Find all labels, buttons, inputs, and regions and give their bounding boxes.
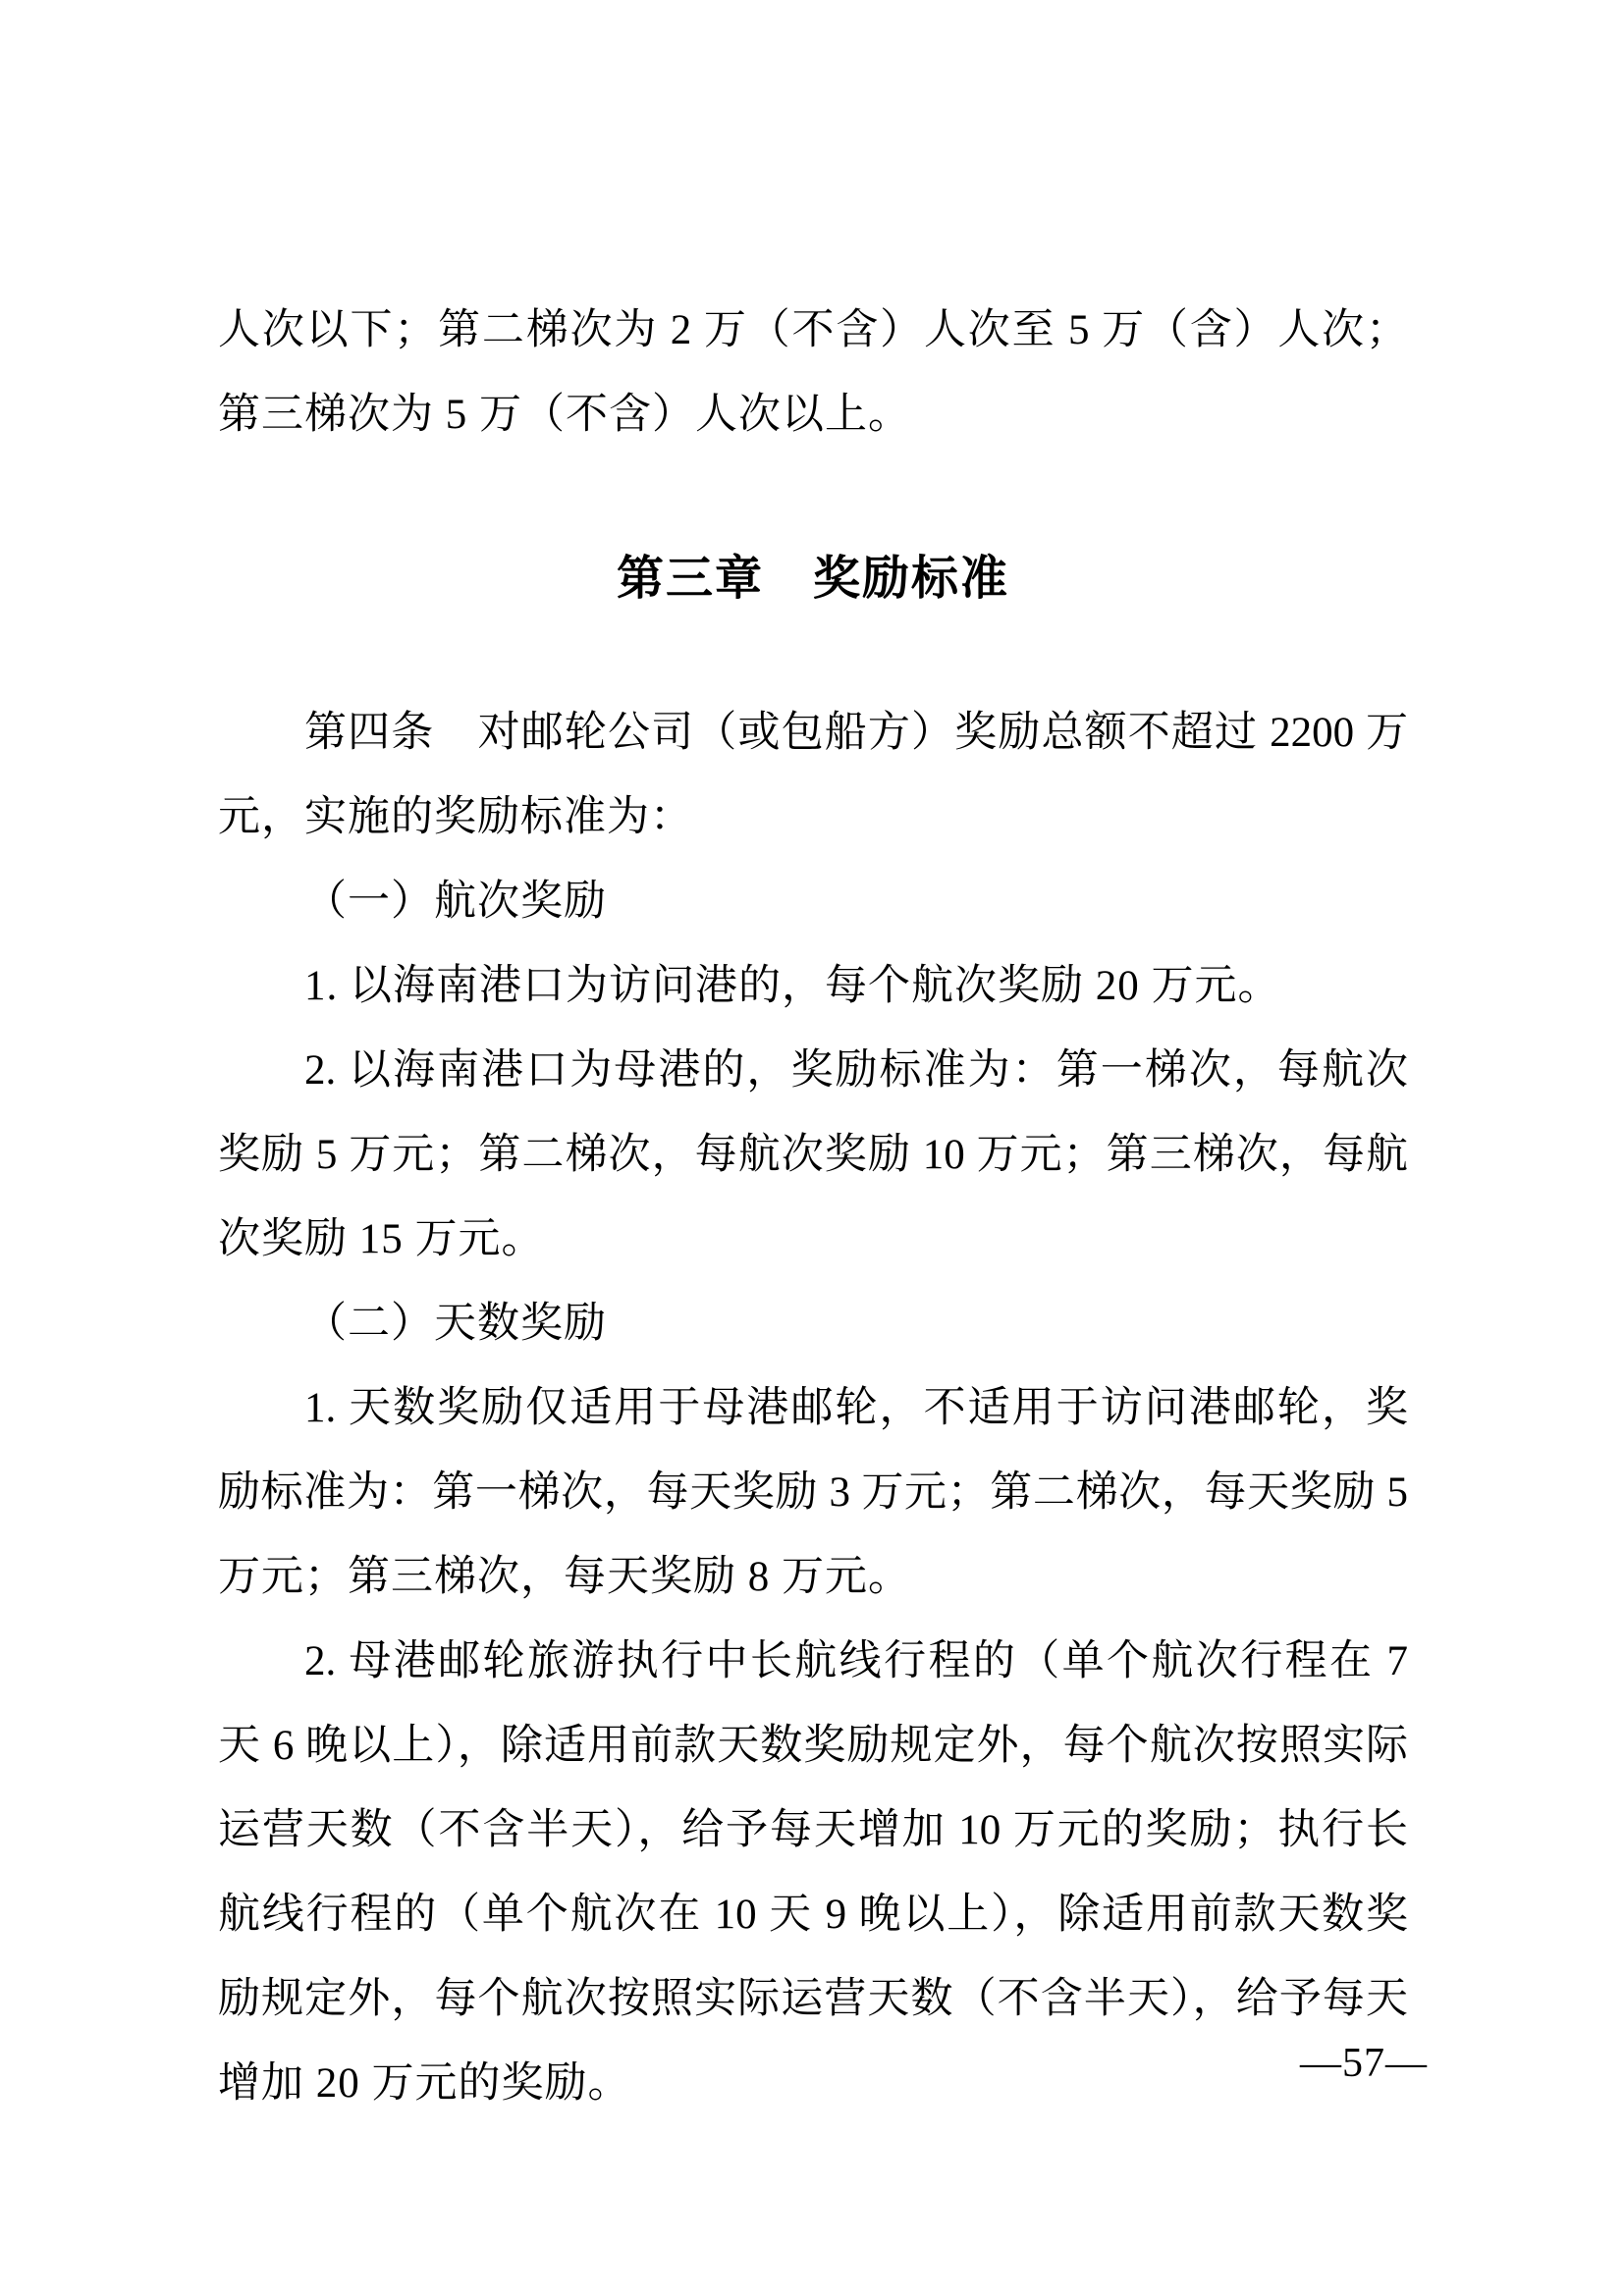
days-reward-line-3: 万元；第三梯次，每天奖励 8 万元。 <box>218 1554 911 1600</box>
voyage-reward-line-1: 1. 以海南港口为访问港的，每个航次奖励 20 万元。 <box>304 963 1281 1009</box>
days-reward-line-7: 航线行程的（单个航次在 10 天 9 晚以上），除适用前款天数奖 <box>218 1892 1408 1938</box>
days-reward-heading: （二）天数奖励 <box>304 1301 607 1347</box>
days-reward-line-9: 增加 20 万元的奖励。 <box>218 2060 631 2107</box>
days-reward-line-8: 励规定外，每个航次按照实际运营天数（不含半天），给予每天 <box>218 1976 1408 2022</box>
voyage-reward-line-2: 2. 以海南港口为母港的，奖励标准为：第一梯次，每航次 <box>304 1047 1408 1094</box>
days-reward-line-1: 1. 天数奖励仅适用于母港邮轮，不适用于访问港邮轮，奖 <box>304 1385 1408 1431</box>
voyage-reward-line-4: 次奖励 15 万元。 <box>218 1216 545 1262</box>
continued-paragraph-line-1: 人次以下；第二梯次为 2 万（不含）人次至 5 万（含）人次； <box>218 307 1408 353</box>
continued-paragraph-line-2: 第三梯次为 5 万（不含）人次以上。 <box>218 392 911 438</box>
chapter-3-heading: 第三章 奖励标准 <box>616 551 1009 606</box>
voyage-reward-line-3: 奖励 5 万元；第二梯次，每航次奖励 10 万元；第三梯次，每航 <box>218 1132 1408 1178</box>
days-reward-line-2: 励标准为：第一梯次，每天奖励 3 万元；第二梯次，每天奖励 5 <box>218 1469 1408 1516</box>
days-reward-line-4: 2. 母港邮轮旅游执行中长航线行程的（单个航次行程在 7 <box>304 1638 1408 1684</box>
article-4-line-1: 第四条 对邮轮公司（或包船方）奖励总额不超过 2200 万 <box>304 710 1408 756</box>
voyage-reward-heading: （一）航次奖励 <box>304 879 607 925</box>
days-reward-line-5: 天 6 晚以上），除适用前款天数奖励规定外，每个航次按照实际 <box>218 1723 1408 1769</box>
article-4-line-2: 元，实施的奖励标准为： <box>218 794 693 840</box>
page-number: —57— <box>1300 2041 1428 2086</box>
days-reward-line-6: 运营天数（不含半天），给予每天增加 10 万元的奖励；执行长 <box>218 1807 1408 1853</box>
